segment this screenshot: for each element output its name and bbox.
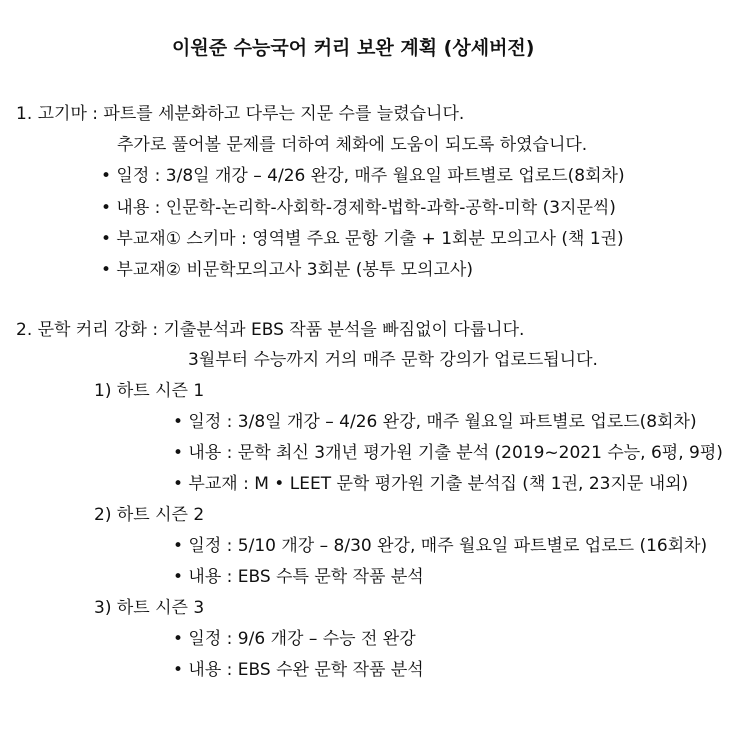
section1-bullet-supplement2: • 부교재② 비문학모의고사 3회분 (봉투 모의고사) xyxy=(101,260,473,280)
section1-bullet-supplement1: • 부교재① 스키마 : 영역별 주요 문항 기출 + 1회분 모의고사 (책 1권) xyxy=(101,229,624,249)
season1-label: 1) 하트 시즌 1 xyxy=(94,381,205,401)
section1-heading: 1. 고기마 : 파트를 세분화하고 다루는 지문 수를 늘렸습니다. xyxy=(16,104,465,124)
section2-heading-cont: 3월부터 수능까지 거의 매주 문학 강의가 업로드됩니다. xyxy=(188,350,598,370)
season3-label: 3) 하트 시즌 3 xyxy=(94,598,205,618)
document-title: 이원준 수능국어 커리 보완 계획 (상세버전) xyxy=(172,37,535,59)
season3-bullet-schedule: • 일정 : 9/6 개강 – 수능 전 완강 xyxy=(173,629,416,649)
section1-heading-cont: 추가로 풀어볼 문제를 더하여 체화에 도움이 되도록 하였습니다. xyxy=(117,135,588,155)
season2-bullet-content: • 내용 : EBS 수특 문학 작품 분석 xyxy=(173,567,424,587)
season1-bullet-content: • 내용 : 문학 최신 3개년 평가원 기출 분석 (2019~2021 수능, 6평, 9평) xyxy=(173,443,723,463)
season3-bullet-content: • 내용 : EBS 수완 문학 작품 분석 xyxy=(173,660,424,680)
season1-bullet-supplement: • 부교재 : M • LEET 문학 평가원 기출 분석집 (책 1권, 23지문 내외) xyxy=(173,474,689,494)
season2-bullet-schedule: • 일정 : 5/10 개강 – 8/30 완강, 매주 월요일 파트별로 업로드 (16회차) xyxy=(173,536,708,556)
section2-heading: 2. 문학 커리 강화 : 기출분석과 EBS 작품 분석을 빠짐없이 다룹니다. xyxy=(16,320,525,340)
section1-bullet-content: • 내용 : 인문학-논리학-사회학-경제학-법학-과학-공학-미학 (3지문씩) xyxy=(101,198,616,218)
season2-label: 2) 하트 시즌 2 xyxy=(94,505,205,525)
section1-bullet-schedule: • 일정 : 3/8일 개강 – 4/26 완강, 매주 월요일 파트별로 업로드(8회차) xyxy=(101,166,625,186)
season1-bullet-schedule: • 일정 : 3/8일 개강 – 4/26 완강, 매주 월요일 파트별로 업로드(8회차) xyxy=(173,412,697,432)
